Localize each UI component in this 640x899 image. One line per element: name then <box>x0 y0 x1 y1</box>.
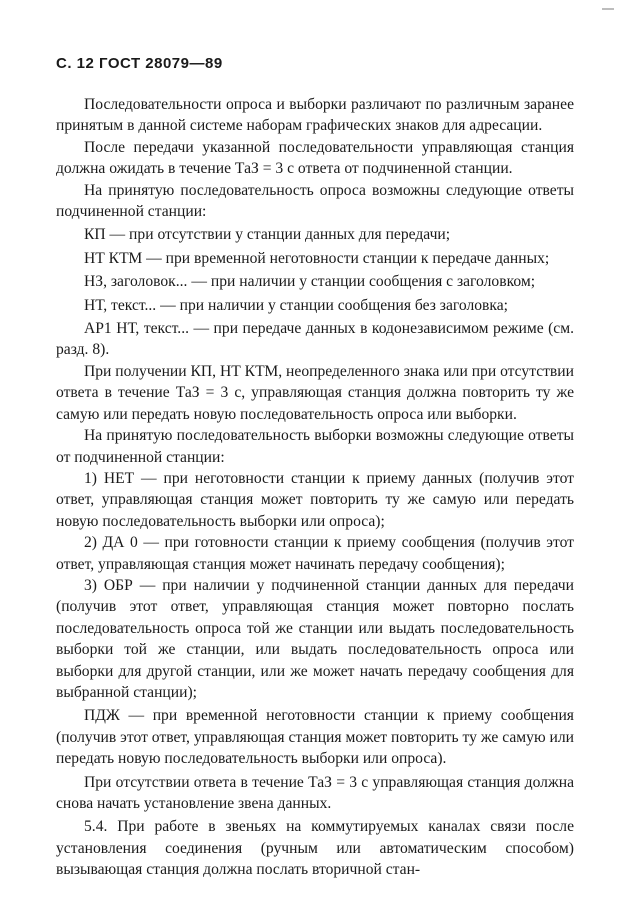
list-item: КП — при отсутствии у станции данных для передачи; <box>84 226 451 244</box>
paragraph: После передачи указанной последовательности управляющая станция должна ожидать в течение ТаЗ = 3 с ответа от подчиненной станции. <box>56 138 574 178</box>
paragraph: При отсутствии ответа в течение ТаЗ = 3 с управляющая станция должна снова начать установление звена данных. <box>56 773 574 812</box>
list-item: АР1 НТ, текст... — при передаче данных в кодонезависимом режиме (см. разд. 8). <box>56 320 574 359</box>
body-text <box>56 94 574 881</box>
list-item: НТ КТМ — при временной неготовности станции к передаче данных; <box>84 249 550 267</box>
list-item: ПДЖ — при временной неготовности станции к приему сообщения (получив этот ответ, управляющая станция может повторить ту же самую или передать новую последовательность выборки или опроса). <box>56 707 574 768</box>
list-item: НТ, текст... — при наличии у станции сообщения без заголовка; <box>84 296 509 314</box>
paragraph: На принятую последовательность опроса возможны следующие ответы подчиненной станции: <box>56 181 574 221</box>
list-item: 2) ДА 0 — при готовности станции к приему сообщения (получив этот ответ, управляющая станция может начинать передачу сообщения); <box>56 534 574 573</box>
page-header: С. 12 ГОСТ 28079—89 <box>56 55 223 72</box>
scan-mark <box>602 8 614 10</box>
list-item: НЗ, заголовок... — при наличии у станции сообщения с заголовком; <box>84 273 536 291</box>
paragraph: 5.4. При работе в звеньях на коммутируемых каналах связи после установления соединения (ручным или автоматическим способом) вызывающая станция должна послать вторичной стан- <box>56 818 574 879</box>
paragraph: Последовательности опроса и выборки различают по различным заранее принятым в данной системе наборам графических знаков для адресации. <box>56 96 574 135</box>
list-item: 3) ОБР — при наличии у подчиненной станции данных для передачи (получив этот ответ, управляющая станция может повторно послать последовательность опроса той же станции или выдать последовательность выборки той же станции, или выдать последовательность опроса или выборки для другой станции, или же может начать передачу сообщения для выбранной станции); <box>56 576 574 701</box>
list-item: 1) НЕТ — при неготовности станции к приему данных (получив этот ответ, управляющая станция может повторить ту же самую или передать новую последовательность выборки или опроса); <box>56 469 574 530</box>
paragraph: При получении КП, НТ КТМ, неопределенного знака или при отсутствии ответа в течение ТаЗ = 3 с, управляющая станция должна повторить ту же самую или передать новую последовательность опроса или выборки. <box>56 362 574 423</box>
paragraph: На принятую последовательность выборки возможны следующие ответы от подчиненной станции: <box>56 427 574 466</box>
